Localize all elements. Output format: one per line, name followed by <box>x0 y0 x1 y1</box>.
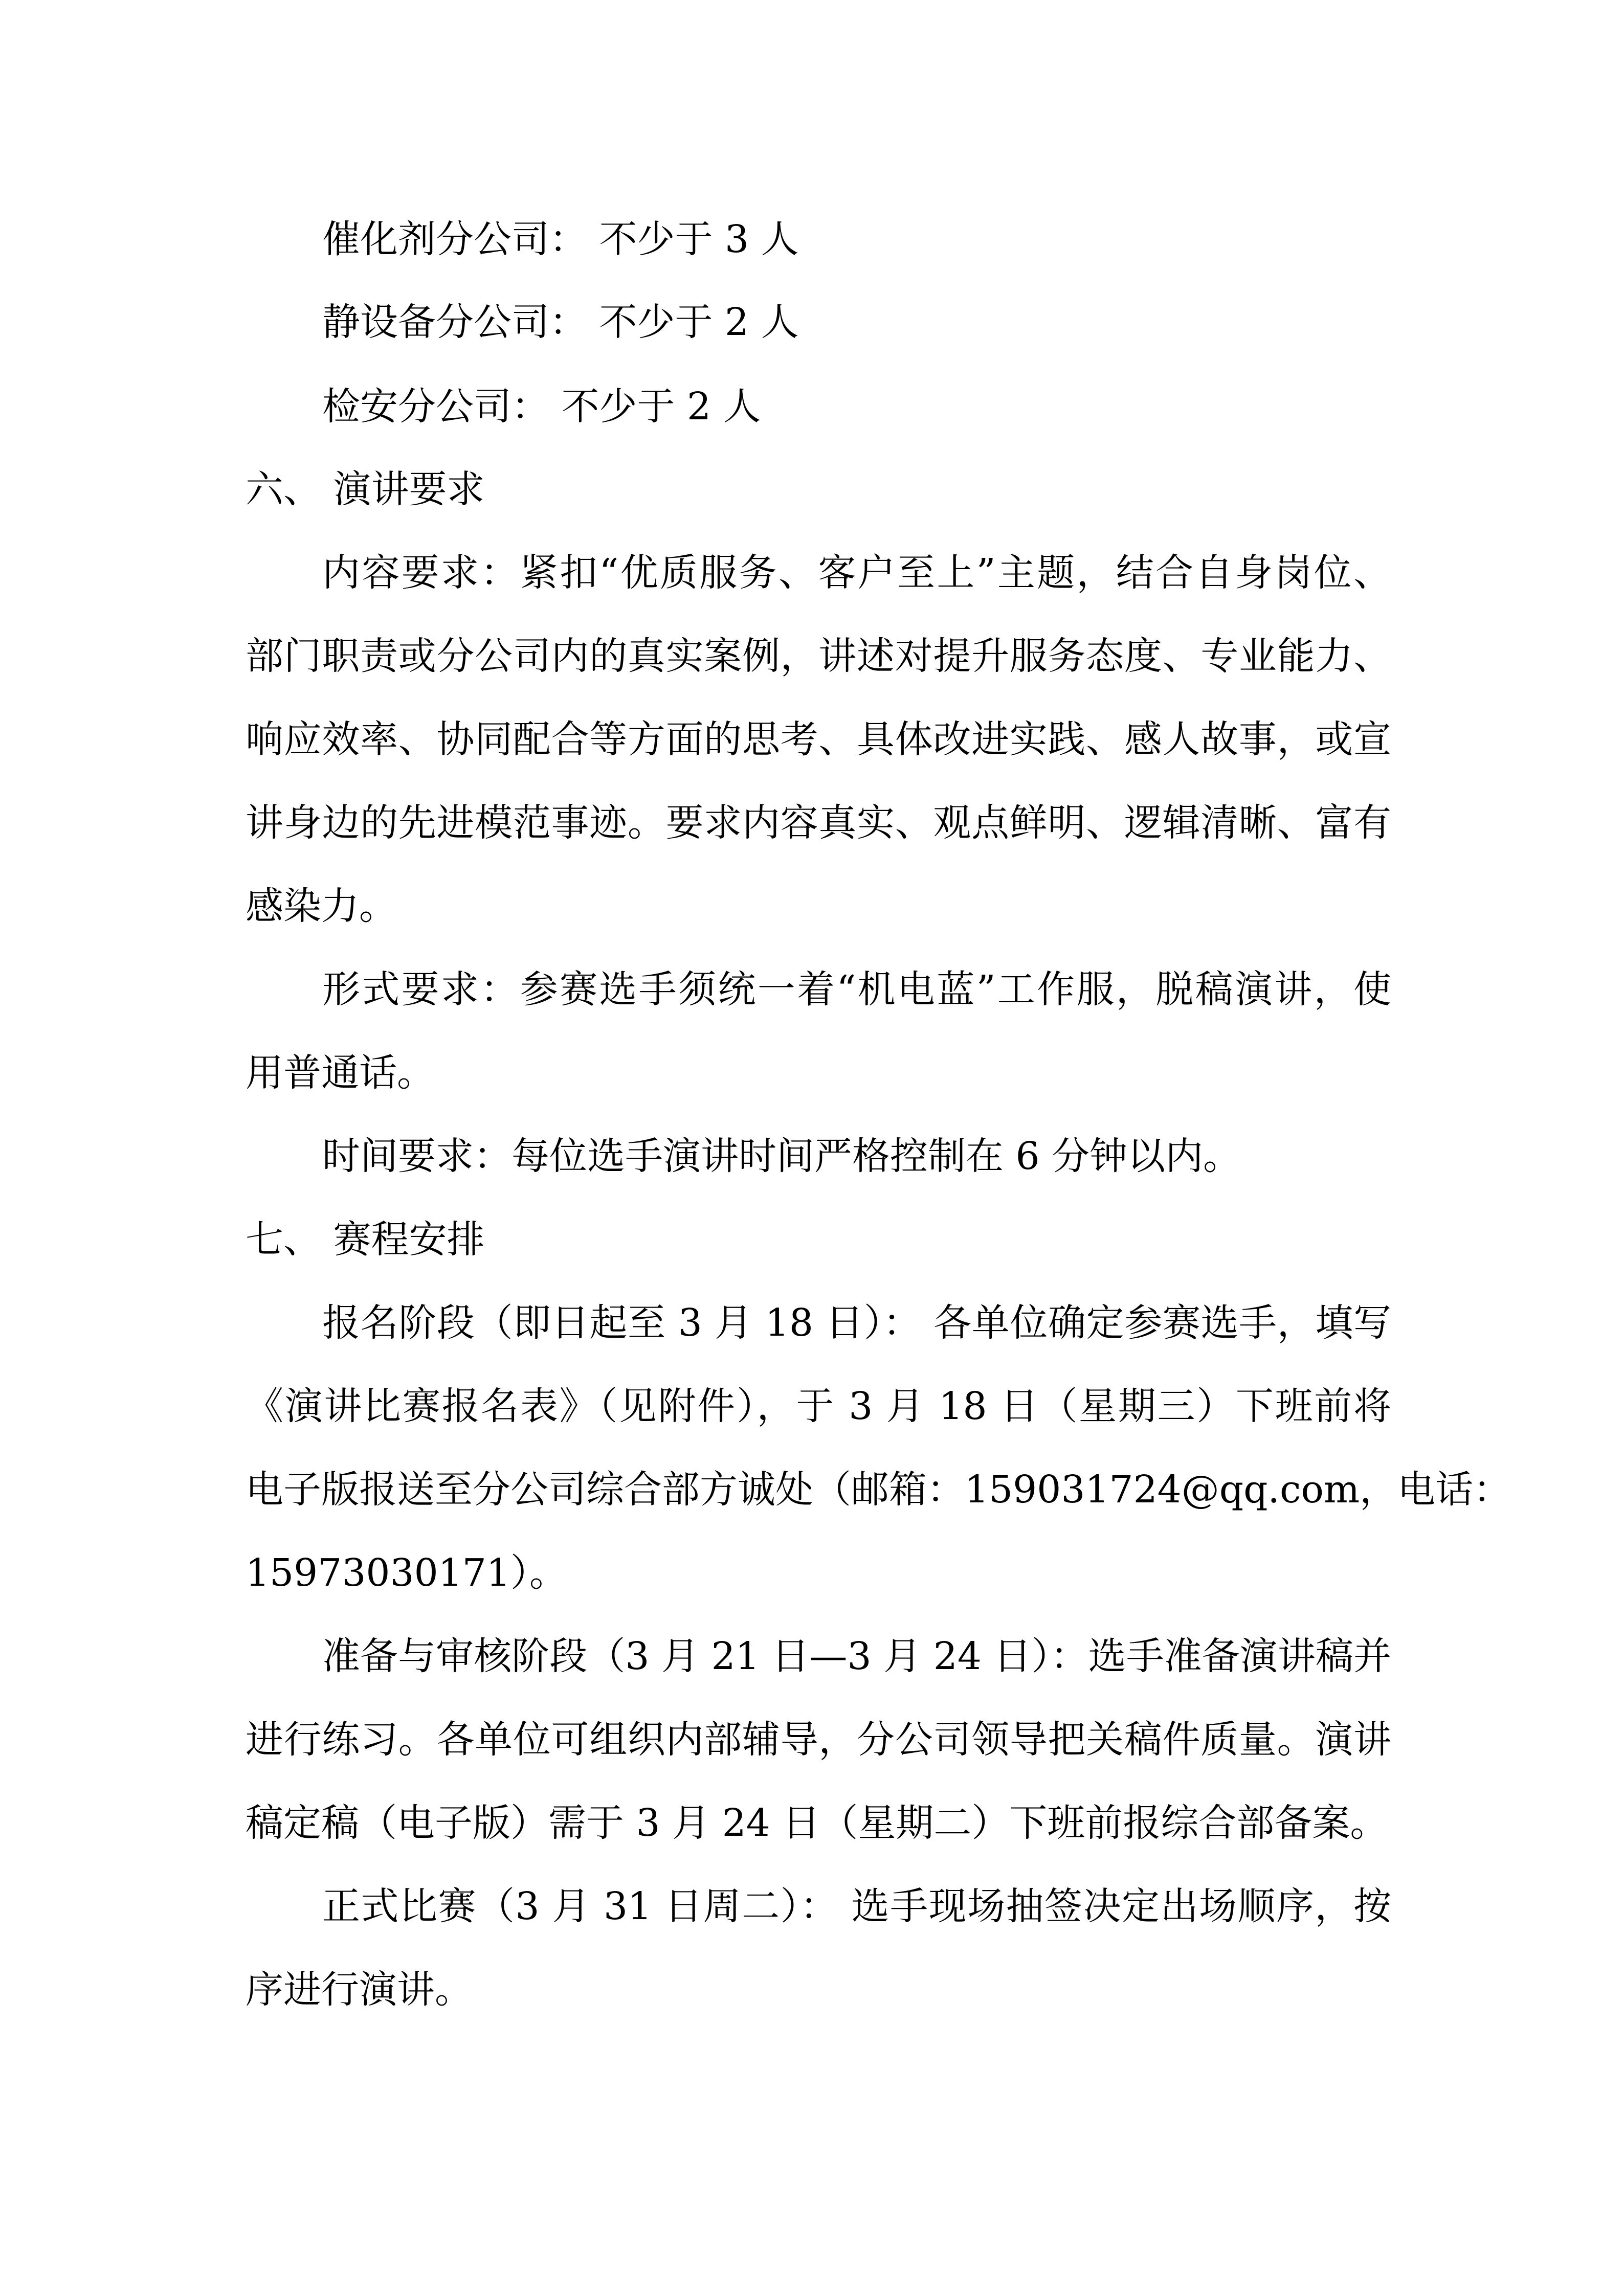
paragraph-content-line-1: 内容要求：紧扣“优质服务、客户至上”主题，结合自身岗位、 <box>322 551 1391 595</box>
paragraph-format-line-2: 用普通话。 <box>246 1051 435 1095</box>
paragraph-final-line-2: 序进行演讲。 <box>246 1968 473 2012</box>
paragraph-content-line-2: 部门职责或分公司内的真实案例，讲述对提升服务态度、专业能力、 <box>246 634 1391 678</box>
section-heading-6: 六、 演讲要求 <box>246 467 485 511</box>
quota-inspection: 检安分公司： 不少于 2 人 <box>322 385 761 429</box>
paragraph-time: 时间要求：每位选手演讲时间严格控制在 6 分钟以内。 <box>322 1134 1241 1178</box>
paragraph-content-line-4: 讲身边的先进模范事迹。要求内容真实、观点鲜明、逻辑清晰、富有 <box>246 801 1391 845</box>
paragraph-registration-line-4: 15973030171）。 <box>246 1551 567 1595</box>
quota-static-equipment: 静设备分公司： 不少于 2 人 <box>322 300 799 344</box>
paragraph-format-line-1: 形式要求：参赛选手须统一着“机电蓝”工作服，脱稿演讲，使 <box>322 967 1391 1011</box>
quota-catalyst: 催化剂分公司： 不少于 3 人 <box>322 217 799 261</box>
paragraph-registration-line-3: 电子版报送至分公司综合部方诚处（邮箱：159031724@qq.com，电话： <box>246 1468 1511 1512</box>
section-heading-7: 七、 赛程安排 <box>246 1218 485 1262</box>
paragraph-content-line-5: 感染力。 <box>246 884 397 928</box>
paragraph-registration-line-2: 《演讲比赛报名表》（见附件），于 3 月 18 日（星期三）下班前将 <box>246 1384 1391 1428</box>
paragraph-review-line-2: 进行练习。各单位可组织内部辅导，分公司领导把关稿件质量。演讲 <box>246 1718 1391 1762</box>
paragraph-review-line-1: 准备与审核阶段（3 月 21 日—3 月 24 日）：选手准备演讲稿并 <box>322 1634 1391 1678</box>
paragraph-review-line-3: 稿定稿（电子版）需于 3 月 24 日（星期二）下班前报综合部备案。 <box>246 1801 1388 1845</box>
paragraph-registration-line-1: 报名阶段（即日起至 3 月 18 日）： 各单位确定参赛选手，填写 <box>322 1301 1391 1345</box>
paragraph-final-line-1: 正式比赛（3 月 31 日周二）： 选手现场抽签决定出场顺序，按 <box>322 1884 1391 1928</box>
paragraph-content-line-3: 响应效率、协同配合等方面的思考、具体改进实践、感人故事，或宣 <box>246 717 1391 761</box>
